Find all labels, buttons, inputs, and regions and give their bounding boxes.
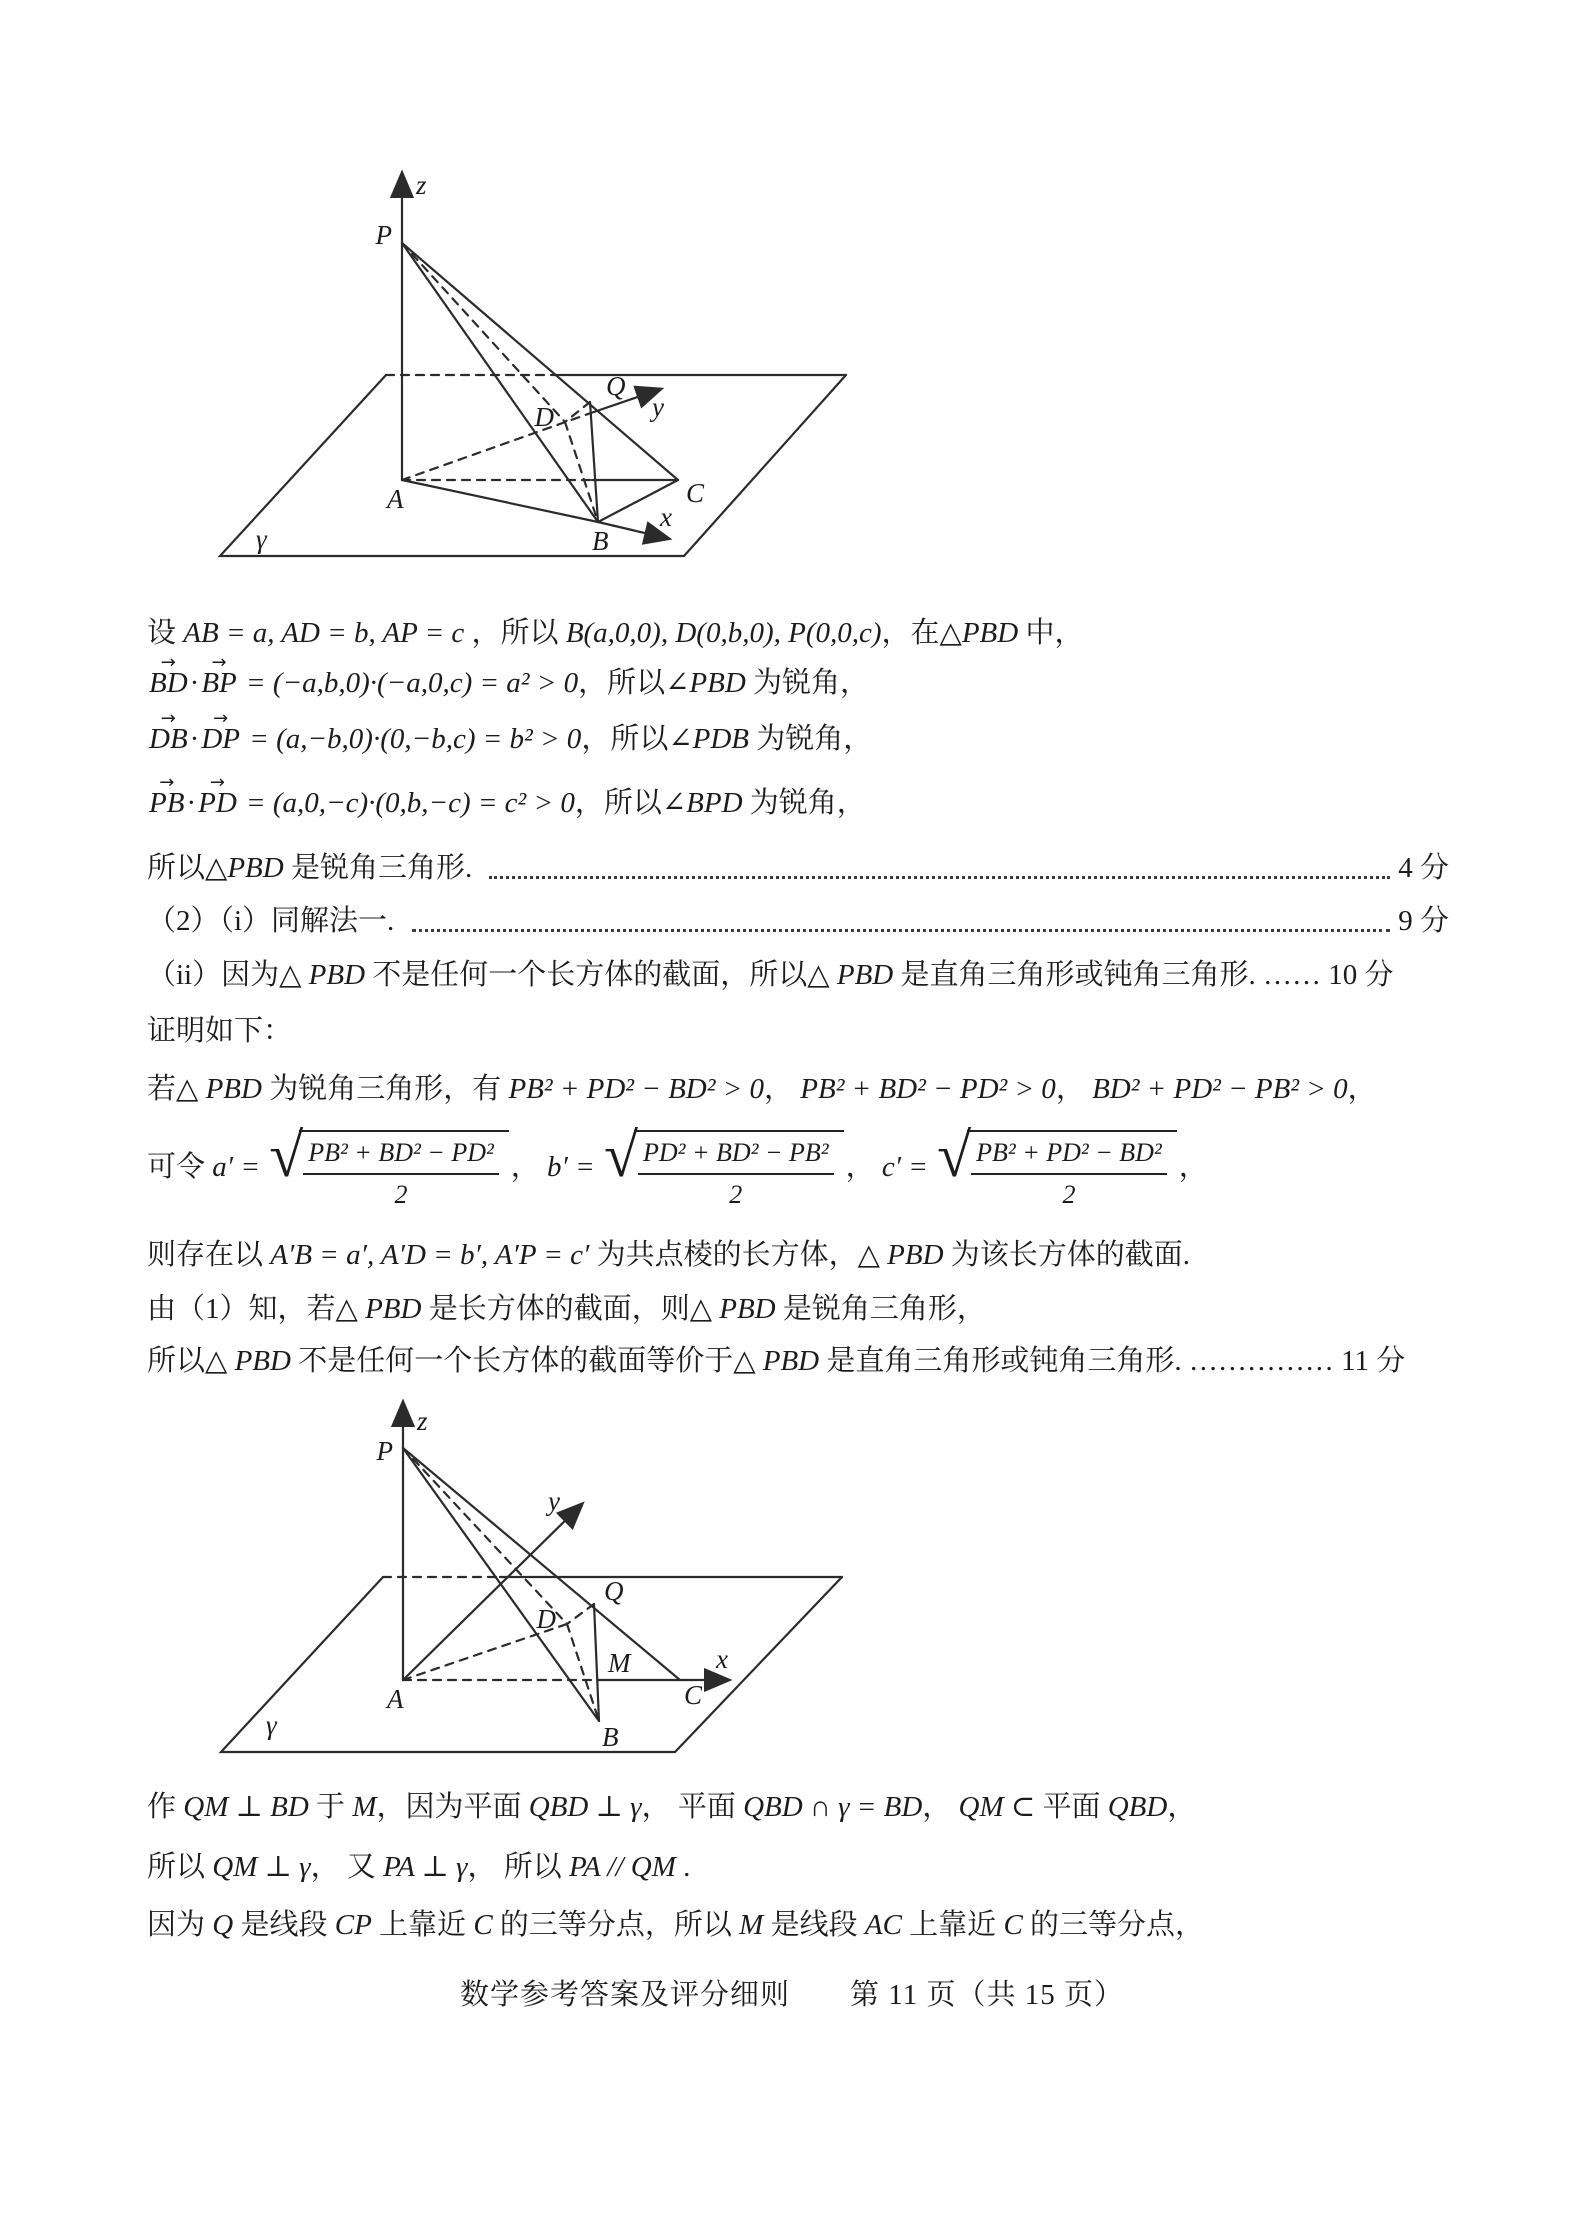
math-run: PBD (887, 1239, 944, 1271)
text-run: ，所以∠ (581, 723, 693, 755)
vector-term: → PD (198, 772, 237, 819)
label-point-Q: Q (604, 1576, 624, 1606)
label-point-B: B (602, 1722, 619, 1752)
math-run: PBD (762, 1345, 820, 1377)
text-run: 是锐角三角形. (283, 852, 480, 884)
text-run: 作 (147, 1791, 184, 1823)
math-run: BD² + PD² − PB² > 0 (1092, 1073, 1348, 1105)
plane-gamma-outline (221, 1577, 842, 1752)
text-run: ， 所以 (467, 1851, 569, 1883)
text-run: 可令 (147, 1150, 213, 1183)
solution-line-8 (147, 1012, 1449, 1051)
vector-arrow: → (160, 708, 176, 730)
text-run: 设 (147, 617, 184, 649)
radical-sign: √ (937, 1122, 972, 1190)
fraction-denominator: 2 (729, 1180, 743, 1210)
text-run: 的三等分点， (1022, 1909, 1205, 1941)
math-run: a′ = (212, 1150, 268, 1183)
math-run: PBD (308, 959, 366, 991)
math-run: = (−a,b,0)·(−a,0,c) = a² > 0 (238, 667, 579, 699)
edge-DB (567, 1624, 599, 1721)
text-run: ⊂ 平面 (1003, 1791, 1108, 1823)
solution-line-7 (147, 956, 1449, 995)
math-run: PB² + PD² − BD² > 0 (508, 1073, 764, 1105)
figure-1-labels (256, 170, 705, 556)
text-run: 是锐角三角形， (775, 1293, 986, 1325)
text-run: ， 平面 (641, 1791, 744, 1823)
vector-term: → PB (149, 772, 185, 819)
label-point-C: C (684, 1680, 703, 1710)
text-run: 为锐角， (742, 787, 866, 819)
text-run: 因为 (147, 1909, 213, 1941)
figure-1-coordinate-diagram (140, 110, 920, 580)
math-run: PBD (365, 1293, 422, 1325)
math-run: C (1003, 1909, 1023, 1941)
edge-PD (402, 243, 565, 422)
fraction-denominator: 2 (1062, 1180, 1076, 1210)
math-run: AC (864, 1909, 902, 1941)
plane-gamma-outline (220, 375, 846, 556)
math-run: M (739, 1909, 764, 1941)
radical-expression (269, 1122, 509, 1212)
label-plane-gamma: γ (266, 1710, 277, 1740)
math-run: AB = a, AD = b, AP = c (183, 617, 465, 649)
math-run: CP (334, 1909, 372, 1941)
vector-arrow: → (213, 708, 229, 730)
text-run: ，所以∠ (578, 667, 690, 699)
text-run: ， (510, 1150, 548, 1183)
math-run: c′ = (881, 1150, 936, 1183)
math-run: QM ⊥ γ (212, 1851, 311, 1883)
math-run: PB² + BD² − PD² > 0 (800, 1073, 1056, 1105)
math-run: QBD ∩ γ = BD (743, 1791, 923, 1823)
text-run: 上靠近 (371, 1909, 474, 1941)
solution-line-9 (147, 1070, 1449, 1109)
edge-QD (567, 1604, 594, 1624)
text-run: 是线段 (763, 1909, 865, 1941)
text-run: ， 又 (310, 1851, 384, 1883)
math-run: BPD (686, 787, 743, 819)
radical-sign: √ (603, 1122, 638, 1190)
text-run: 由（1）知，若△ (147, 1293, 366, 1325)
solution-line-13 (147, 1342, 1449, 1381)
edge-PD (403, 1448, 567, 1624)
label-point-P: P (376, 1436, 393, 1466)
math-run: QM (958, 1791, 1004, 1823)
text-run: · (186, 787, 197, 819)
math-run: PA // QM (568, 1851, 676, 1883)
text-run: ，在△ (881, 617, 962, 649)
text-run: · (189, 723, 200, 755)
edge-QB (590, 402, 598, 522)
solution-line-12 (147, 1290, 1449, 1329)
label-z-axis: z (417, 1406, 428, 1436)
text-run: ， (1167, 1791, 1197, 1823)
vector-term: → DP (201, 708, 241, 755)
text-run: 为共点棱的长方体，△ (589, 1239, 888, 1271)
solution-line-2 (147, 652, 1449, 703)
text-run: ， (845, 1150, 882, 1183)
label-z-axis: z (416, 170, 427, 200)
solution-line-15 (147, 1848, 1449, 1887)
text-run: 若△ (147, 1073, 206, 1105)
label-point-Q: Q (606, 371, 626, 401)
text-run: 是长方体的截面，则△ (421, 1293, 720, 1325)
y-axis-arrow (403, 1506, 580, 1680)
vector-term: → DB (149, 708, 188, 755)
math-run: B(a,0,0), D(0,b,0), P(0,0,c) (565, 617, 882, 649)
label-y-axis: y (652, 392, 664, 422)
text-run: 则存在以 (147, 1239, 271, 1271)
label-point-D: D (534, 402, 554, 432)
solution-line-5 (147, 849, 1449, 888)
vector-term: → BP (201, 652, 237, 699)
figure-2-coordinate-diagram (140, 1390, 1020, 1760)
text-run: （ii）因为△ (147, 959, 309, 991)
label-y-axis: y (548, 1486, 560, 1516)
text-run: （2）（i）同解法一. (147, 905, 402, 937)
text-run: 是直角三角形或钝角三角形. …… 10 分 (893, 959, 1394, 991)
text-run: 为锐角， (745, 667, 870, 699)
label-point-D: D (536, 1604, 556, 1634)
text-run: 证明如下： (147, 1015, 293, 1047)
text-run: 为锐角三角形，有 (261, 1073, 509, 1105)
math-run: A′B = a′, A′D = b′, A′P = c′ (270, 1239, 590, 1271)
text-run: ， (764, 1073, 801, 1105)
solution-line-16 (147, 1906, 1449, 1945)
fraction-numerator: PB² + PD² − BD² (971, 1135, 1167, 1175)
x-axis-segment-AB (402, 480, 598, 522)
text-run: 为锐角， (749, 723, 873, 755)
label-plane-gamma: γ (256, 524, 267, 554)
math-run: PBD (961, 617, 1019, 649)
text-run: ， (1178, 1150, 1208, 1183)
math-run: PBD (836, 959, 894, 991)
math-run: Q (212, 1909, 234, 1941)
text-run: ，因为平面 (376, 1791, 529, 1823)
solution-line-11 (147, 1236, 1449, 1275)
math-run: PBD (689, 667, 746, 699)
text-run: · (189, 667, 200, 699)
fraction-numerator: PB² + BD² − PD² (303, 1135, 499, 1175)
vector-arrow: → (209, 772, 225, 794)
y-axis-hidden-segment (402, 414, 588, 480)
math-run: PBD (227, 852, 284, 884)
math-run: C (473, 1909, 493, 1941)
math-run: QM ⊥ BD (183, 1791, 309, 1823)
math-run: PA ⊥ γ (383, 1851, 468, 1883)
math-run: = (a,−b,0)·(0,−b,c) = b² > 0 (242, 723, 582, 755)
label-point-P: P (375, 220, 392, 250)
score-mark: 9 分 (1398, 905, 1449, 937)
math-run: PBD (205, 1073, 262, 1105)
text-run: 不是任何一个长方体的截面等价于△ (290, 1345, 763, 1377)
label-point-A: A (387, 484, 404, 514)
math-run: = (a,0,−c)·(0,b,−c) = c² > 0 (238, 787, 575, 819)
text-run: 是线段 (233, 1909, 335, 1941)
text-run: 所以△ (147, 852, 228, 884)
math-run: QBD ⊥ γ (528, 1791, 642, 1823)
radical-sign: √ (269, 1122, 304, 1190)
solution-line-14 (147, 1788, 1449, 1827)
text-run: 所以△ (147, 1345, 235, 1377)
math-run: PDB (692, 723, 749, 755)
solution-line-1 (147, 614, 1449, 653)
label-point-A: A (387, 1684, 404, 1714)
axes (403, 1405, 726, 1680)
page-footer: 数学参考答案及评分细则 第 11 页（共 15 页） (460, 1979, 1124, 2011)
radical-expression (603, 1122, 844, 1212)
label-point-B: B (592, 526, 609, 556)
solution-line-4 (147, 772, 1449, 823)
radical-expression (937, 1122, 1177, 1212)
text-run: ， (1055, 1073, 1093, 1105)
vector-arrow: → (160, 652, 176, 674)
text-run: ，所以∠ (574, 787, 687, 819)
text-run: ， (922, 1791, 959, 1823)
score-mark: 4 分 (1398, 852, 1449, 884)
text-run: ，所以 (464, 617, 566, 649)
text-run: ， (1347, 1073, 1377, 1105)
solution-line-6 (147, 902, 1449, 941)
label-point-C: C (686, 478, 705, 508)
text-run: 为该长方体的截面. (943, 1239, 1191, 1271)
label-point-M: M (608, 1648, 631, 1678)
fraction-numerator: PD² + BD² − PB² (638, 1135, 834, 1175)
text-run: 所以 (147, 1851, 213, 1883)
edge-PC (402, 243, 678, 480)
edge-PC (403, 1448, 680, 1680)
text-run: 的三等分点，所以 (492, 1909, 740, 1941)
text-run: 上靠近 (901, 1909, 1004, 1941)
text-run: 不是任何一个长方体的截面，所以△ (365, 959, 837, 991)
edge-QB-through-M (594, 1604, 599, 1721)
math-run: QBD (1107, 1791, 1168, 1823)
math-run: M (352, 1791, 377, 1823)
vector-term: → BD (149, 652, 188, 699)
math-run: PBD (234, 1345, 291, 1377)
fraction-denominator: 2 (394, 1180, 408, 1210)
dotted-leader (489, 876, 1390, 879)
label-x-axis: x (716, 1644, 728, 1674)
text-run: 于 (308, 1791, 353, 1823)
math-run: b′ = (547, 1150, 602, 1183)
text-run: 是直角三角形或钝角三角形. …………… 11 分 (819, 1345, 1406, 1377)
solution-line-3 (147, 708, 1449, 759)
edge-QD (565, 402, 590, 422)
dotted-leader (412, 929, 1391, 932)
solution-line-10 (147, 1122, 1449, 1210)
label-x-axis: x (660, 502, 672, 532)
math-run: PBD (719, 1293, 776, 1325)
vector-arrow: → (211, 652, 227, 674)
vector-arrow: → (159, 772, 175, 794)
text-run: 中， (1018, 617, 1084, 649)
text-run: . (675, 1851, 691, 1883)
